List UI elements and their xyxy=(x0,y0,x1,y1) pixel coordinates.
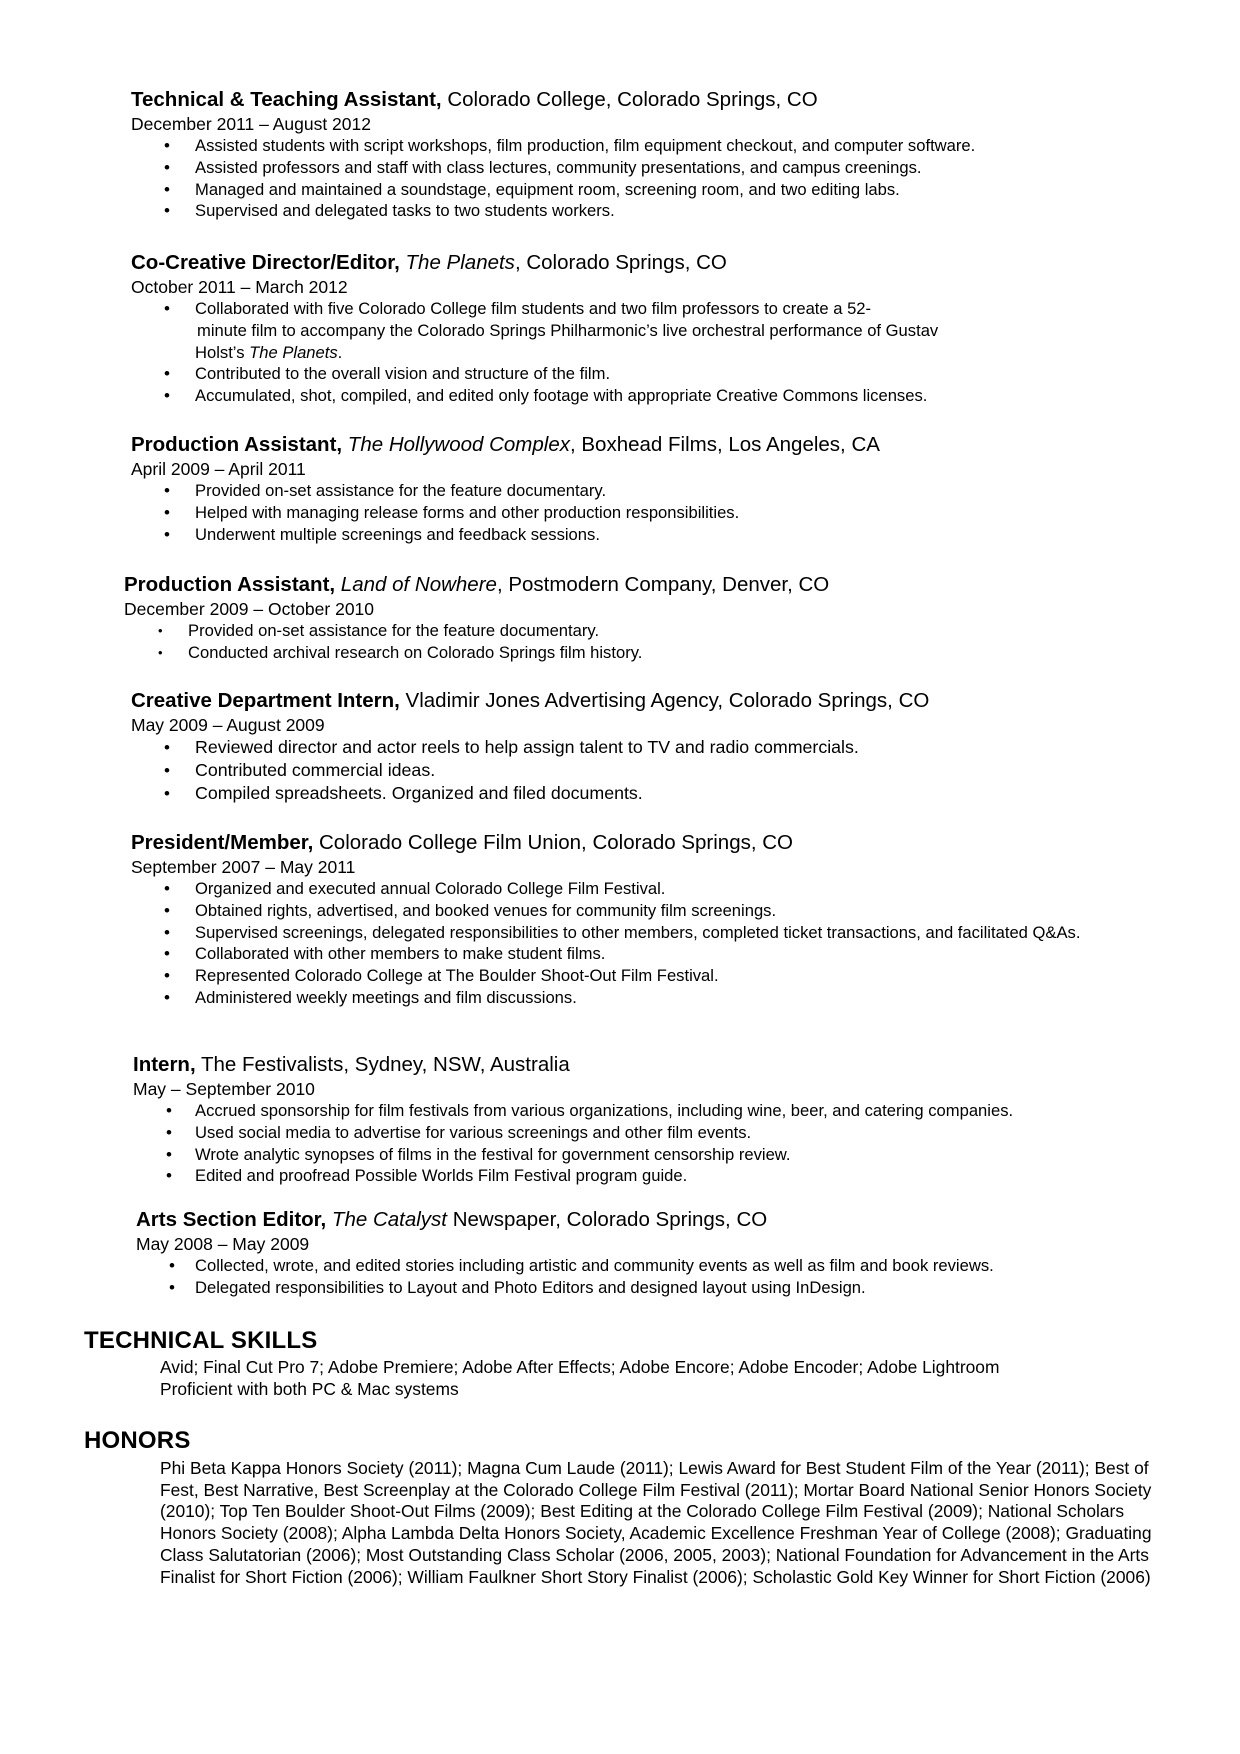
job-title: Creative Department Intern, Vladimir Jones Advertising Agency, Colorado Springs, CO xyxy=(131,689,930,712)
list-item: • Collaborated with other members to make student films. xyxy=(131,943,1191,965)
job-entry xyxy=(131,250,1191,407)
job-entry xyxy=(131,87,1191,222)
job-title: Co-Creative Director/Editor, The Planets, Colorado Springs, CO xyxy=(131,251,727,274)
list-item: • Represented Colorado College at The Boulder Shoot-Out Film Festival. xyxy=(131,965,1191,987)
job-bullets xyxy=(131,298,1191,407)
job-bullets xyxy=(136,1255,1196,1299)
list-item: • Contributed to the overall vision and structure of the film. xyxy=(131,363,1191,385)
technical-skills-body xyxy=(160,1357,1180,1400)
job-dates: December 2011 – August 2012 xyxy=(131,114,371,134)
job-bullets xyxy=(131,736,1191,805)
job-title: Arts Section Editor, The Catalyst Newspaper, Colorado Springs, CO xyxy=(136,1208,768,1231)
list-item: • Assisted students with script workshops, film production, film equipment checkout, and computer software. xyxy=(131,135,1191,157)
section-heading-honors: HONORS xyxy=(84,1427,191,1454)
job-entry xyxy=(124,572,1184,664)
job-entry xyxy=(131,688,1191,805)
list-item: • Supervised and delegated tasks to two students workers. xyxy=(131,200,1191,222)
section-heading-technical-skills: TECHNICAL SKILLS xyxy=(84,1327,318,1354)
job-bullets xyxy=(133,1100,1193,1187)
list-item: • Delegated responsibilities to Layout and Photo Editors and designed layout using InDesign. xyxy=(136,1277,1196,1299)
job-dates: October 2011 – March 2012 xyxy=(131,277,348,297)
list-item: • Contributed commercial ideas. xyxy=(131,759,1191,782)
list-item: • Accrued sponsorship for film festivals from various organizations, including wine, beer, and catering companies. xyxy=(133,1100,1193,1122)
job-title: President/Member, Colorado College Film Union, Colorado Springs, CO xyxy=(131,831,793,854)
job-entry xyxy=(131,432,1191,545)
list-item: • Provided on-set assistance for the feature documentary. xyxy=(131,480,1191,502)
job-entry xyxy=(136,1207,1196,1299)
list-item: • Wrote analytic synopses of films in the festival for government censorship review. xyxy=(133,1144,1193,1166)
job-title: Technical & Teaching Assistant, Colorado College, Colorado Springs, CO xyxy=(131,88,818,111)
job-entry xyxy=(131,830,1191,1009)
list-item: • Underwent multiple screenings and feedback sessions. xyxy=(131,524,1191,546)
list-item: • Managed and maintained a soundstage, equipment room, screening room, and two editing labs. xyxy=(131,179,1191,201)
job-dates: April 2009 – April 2011 xyxy=(131,459,306,479)
job-title: Production Assistant, Land of Nowhere, Postmodern Company, Denver, CO xyxy=(124,573,830,596)
list-item: • Edited and proofread Possible Worlds Film Festival program guide. xyxy=(133,1165,1193,1187)
list-item: • Assisted professors and staff with class lectures, community presentations, and campus creenings. xyxy=(131,157,1191,179)
technical-skills-line: Proficient with both PC & Mac systems xyxy=(160,1378,459,1399)
job-dates: May – September 2010 xyxy=(133,1079,315,1099)
list-item: • Administered weekly meetings and film discussions. xyxy=(131,987,1191,1009)
list-item: • Used social media to advertise for various screenings and other film events. xyxy=(133,1122,1193,1144)
job-dates: September 2007 – May 2011 xyxy=(131,857,356,877)
list-item: • Obtained rights, advertised, and booked venues for community film screenings. xyxy=(131,900,1191,922)
list-item: • Accumulated, shot, compiled, and edited only footage with appropriate Creative Commons licenses. xyxy=(131,385,1191,407)
list-item: • Organized and executed annual Colorado College Film Festival. xyxy=(131,878,1191,900)
job-entry xyxy=(133,1052,1193,1187)
job-bullets xyxy=(131,480,1191,545)
list-item: • Helped with managing release forms and other production responsibilities. xyxy=(131,502,1191,524)
list-item: • Collaborated with five Colorado College film students and two film professors to create a 52- minute film to accompany the Colorado Springs Philharmonic’s live orchestral performance of Gustav Holst’s The Planets. xyxy=(131,298,1191,363)
job-dates: May 2009 – August 2009 xyxy=(131,715,325,735)
list-item: • Conducted archival research on Colorado Springs film history. xyxy=(124,642,1184,664)
job-dates: December 2009 – October 2010 xyxy=(124,599,375,619)
list-item: • Supervised screenings, delegated responsibilities to other members, completed ticket transactions, and facilitated Q&As. xyxy=(131,922,1191,944)
job-dates: May 2008 – May 2009 xyxy=(136,1234,310,1254)
job-bullets xyxy=(131,878,1191,1009)
honors-body: Phi Beta Kappa Honors Society (2011); Magna Cum Laude (2011); Lewis Award for Best Student Film of the Year (2011); Best of Fest, Best Narrative, Best Screenplay at the Colorado College Film Festival (2011); Mortar Board National Senior Honors Society (2010); Top Ten Boulder Shoot-Out Films (2009); Best Editing at the Colorado College Film Festival (2009); National Scholars Honors Society (2008); Alpha Lambda Delta Honors Society, Academic Excellence Freshman Year of College (2008); Graduating Class Salutatorian (2006); Most Outstanding Class Scholar (2006, 2005, 2003); National Foundation for Advancement in the Arts Finalist for Short Fiction (2006); William Faulkner Short Story Finalist (2006); Scholastic Gold Key Winner for Short Fiction (2006) xyxy=(160,1458,1152,1587)
job-bullets xyxy=(131,135,1191,222)
job-bullets xyxy=(124,620,1184,664)
list-item: • Reviewed director and actor reels to help assign talent to TV and radio commercials. xyxy=(131,736,1191,759)
technical-skills-line: Avid; Final Cut Pro 7; Adobe Premiere; Adobe After Effects; Adobe Encore; Adobe Encoder; Adobe Lightroom xyxy=(160,1357,1000,1377)
job-title: Intern, The Festivalists, Sydney, NSW, Australia xyxy=(133,1053,570,1076)
list-item: • Collected, wrote, and edited stories including artistic and community events as well as film and book reviews. xyxy=(136,1255,1196,1277)
list-item: • Provided on-set assistance for the feature documentary. xyxy=(124,620,1184,642)
job-title: Production Assistant, The Hollywood Complex, Boxhead Films, Los Angeles, CA xyxy=(131,433,880,456)
list-item: • Compiled spreadsheets. Organized and filed documents. xyxy=(131,782,1191,805)
